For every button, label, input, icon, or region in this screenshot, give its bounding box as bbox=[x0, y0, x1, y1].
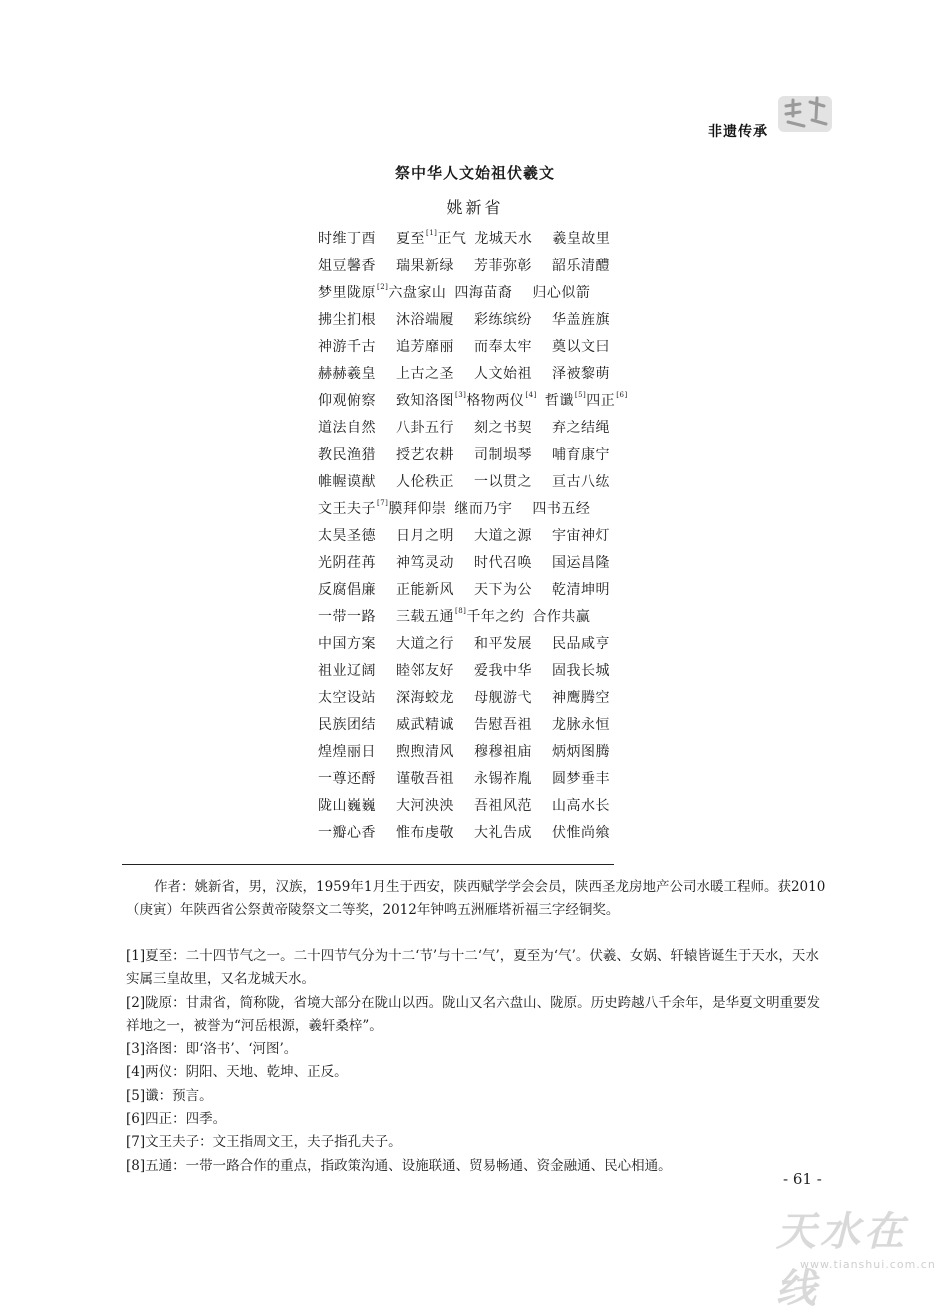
page-number: - 61 - bbox=[783, 1170, 822, 1188]
phrase-text: 固我长城 bbox=[552, 663, 610, 679]
phrase-text: 民族团结 bbox=[318, 717, 376, 733]
poem-line bbox=[318, 712, 636, 739]
poem-phrase bbox=[474, 685, 552, 712]
phrase-text: 芳菲弥彰 bbox=[474, 258, 532, 274]
phrase-text: 三载五通 bbox=[396, 609, 454, 625]
poem-phrase bbox=[318, 685, 396, 712]
footnote-item: [2]陇原：甘肃省，简称陇，省境大部分在陇山以西。陇山又名六盘山、陇原。历史跨越八千余年，是华夏文明重要发祥地之一，被誉为“河岳根源，羲轩桑梓”。 bbox=[126, 994, 821, 1034]
phrase-text: 山高水长 bbox=[552, 798, 610, 814]
phrase-text: 一以贯之 bbox=[474, 474, 532, 490]
article-author: 姚新省 bbox=[446, 198, 504, 217]
poem-phrase bbox=[552, 550, 610, 577]
poem-phrase bbox=[474, 226, 552, 253]
phrase-text: 教民渔猎 bbox=[318, 447, 376, 463]
phrase-text-continued: 六盘家山 bbox=[388, 285, 447, 301]
phrase-text: 炳炳图腾 bbox=[552, 744, 610, 760]
poem-phrase bbox=[396, 307, 474, 334]
poem-line bbox=[318, 226, 636, 253]
phrase-text: 帷幄谟猷 bbox=[318, 474, 376, 490]
phrase-text-continued: 四正 bbox=[586, 393, 616, 409]
phrase-text: 奠以文曰 bbox=[552, 339, 610, 355]
poem-phrase bbox=[318, 226, 396, 253]
poem-line bbox=[318, 685, 636, 712]
footnote-divider bbox=[122, 864, 614, 865]
phrase-text: 龙城天水 bbox=[474, 231, 533, 247]
poem-line bbox=[318, 388, 636, 415]
tianshui-wenbo-seal-logo bbox=[776, 92, 836, 136]
phrase-text: 大道之源 bbox=[474, 528, 532, 544]
phrase-text: 和平发展 bbox=[474, 636, 532, 652]
phrase-text: 拂尘扪根 bbox=[318, 312, 376, 328]
footnote-ref: [3] bbox=[455, 391, 467, 399]
poem-phrase bbox=[318, 469, 396, 496]
poem-phrase bbox=[396, 577, 474, 604]
phrase-text: 俎豆馨香 bbox=[318, 258, 376, 274]
poem-phrase bbox=[396, 604, 524, 631]
phrase-text: 告慰吾祖 bbox=[474, 717, 532, 733]
phrase-text: 四书五经 bbox=[532, 501, 591, 517]
poem-phrase bbox=[474, 334, 552, 361]
phrase-text: 四海苗裔 bbox=[454, 285, 513, 301]
poem-phrase bbox=[318, 415, 396, 442]
poem-line bbox=[318, 604, 636, 631]
poem-phrase bbox=[318, 334, 396, 361]
poem-phrase bbox=[396, 334, 474, 361]
poem-phrase bbox=[552, 307, 610, 334]
phrase-text: 反腐倡廉 bbox=[318, 582, 376, 598]
phrase-text: 宇宙神灯 bbox=[552, 528, 610, 544]
poem-line bbox=[318, 766, 636, 793]
poem-line bbox=[318, 577, 636, 604]
phrase-text: 亘古八纮 bbox=[552, 474, 610, 490]
phrase-text: 龙脉永恒 bbox=[552, 717, 610, 733]
phrase-text: 沐浴端履 bbox=[396, 312, 454, 328]
phrase-text: 合作共赢 bbox=[532, 609, 591, 625]
phrase-text: 彩练缤纷 bbox=[474, 312, 532, 328]
poem-phrase bbox=[396, 739, 474, 766]
poem-phrase bbox=[552, 712, 610, 739]
phrase-text: 赫赫羲皇 bbox=[318, 366, 376, 382]
poem-phrase bbox=[474, 469, 552, 496]
phrase-text: 一带一路 bbox=[318, 609, 376, 625]
watermark-text: 天水在线 bbox=[776, 1208, 908, 1312]
phrase-text-continued: 正气 bbox=[437, 231, 467, 247]
phrase-text: 继而乃宇 bbox=[454, 501, 513, 517]
poem-phrase bbox=[474, 415, 552, 442]
poem-phrase bbox=[396, 658, 474, 685]
phrase-text: 羲皇故里 bbox=[552, 231, 611, 247]
footnote-ref: [1] bbox=[426, 229, 438, 237]
poem-phrase bbox=[396, 820, 474, 847]
phrase-text: 哲谶 bbox=[544, 393, 574, 409]
poem-line bbox=[318, 793, 636, 820]
footnote-item: [1]夏至：二十四节气之一。二十四节气分为十二‘节’与十二‘气’，夏至为‘气’。伏羲、女娲、轩辕皆诞生于天水，天水实属三皇故里，又名龙城天水。 bbox=[126, 948, 819, 988]
poem-phrase bbox=[318, 577, 396, 604]
poem-phrase bbox=[552, 766, 610, 793]
footnote-ref: [7] bbox=[377, 499, 389, 507]
phrase-text: 大礼告成 bbox=[474, 825, 532, 841]
phrase-text: 道法自然 bbox=[318, 420, 376, 436]
footnotes-list bbox=[126, 945, 831, 1178]
poem-phrase bbox=[474, 739, 552, 766]
poem-phrase bbox=[545, 388, 628, 415]
phrase-text: 一尊还酹 bbox=[318, 771, 376, 787]
poem-phrase bbox=[552, 577, 610, 604]
phrase-text: 追芳靡丽 bbox=[396, 339, 454, 355]
poem-line bbox=[318, 415, 636, 442]
phrase-text: 神游千古 bbox=[318, 339, 376, 355]
poem-phrase bbox=[474, 793, 552, 820]
phrase-text: 归心似箭 bbox=[532, 285, 591, 301]
poem-phrase bbox=[454, 496, 532, 523]
poem-phrase bbox=[318, 253, 396, 280]
poem-line bbox=[318, 658, 636, 685]
poem-phrase bbox=[552, 739, 610, 766]
poem-phrase bbox=[552, 820, 610, 847]
phrase-text: 太昊圣德 bbox=[318, 528, 376, 544]
footnote-item: [7]文王夫子：文王指周文王，夫子指孔夫子。 bbox=[126, 1134, 402, 1151]
phrase-text: 授艺农耕 bbox=[396, 447, 454, 463]
phrase-text: 大道之行 bbox=[396, 636, 454, 652]
phrase-text: 圆梦垂丰 bbox=[552, 771, 610, 787]
poem-phrase bbox=[552, 442, 610, 469]
poem-phrase bbox=[318, 388, 396, 415]
footnote-ref: [4] bbox=[525, 391, 537, 399]
phrase-text: 时维丁酉 bbox=[318, 231, 376, 247]
poem-line bbox=[318, 631, 636, 658]
poem-line bbox=[318, 253, 636, 280]
phrase-text-continued: 膜拜仰崇 bbox=[388, 501, 447, 517]
phrase-text: 司制埙琴 bbox=[474, 447, 532, 463]
poem-phrase bbox=[396, 442, 474, 469]
footnote-ref: [5] bbox=[574, 391, 587, 399]
phrase-text-continued: 格物两仪 bbox=[466, 393, 525, 409]
author-bio: 作者：姚新省，男，汉族，1959年1月生于西安，陕西赋学学会会员，陕西圣龙房地产公司水暖工程师。获2010（庚寅）年陕西省公祭黄帝陵祭文二等奖，2012年钟鸣五洲雁塔祈福三字经铜奖。 bbox=[126, 879, 826, 918]
poem-phrase bbox=[474, 820, 552, 847]
footnote-item: [8]五通：一带一路合作的重点，指政策沟通、设施联通、贸易畅通、资金融通、民心相通。 bbox=[126, 1157, 672, 1174]
poem-line bbox=[318, 361, 636, 388]
footnote-ref: [8] bbox=[455, 607, 467, 615]
poem-phrase bbox=[396, 523, 474, 550]
phrase-text: 哺育康宁 bbox=[552, 447, 610, 463]
phrase-text: 致知洛图 bbox=[396, 393, 454, 409]
phrase-text: 威武精诚 bbox=[396, 717, 454, 733]
poem-line bbox=[318, 442, 636, 469]
poem-phrase bbox=[532, 280, 590, 307]
poem-body bbox=[318, 226, 636, 847]
phrase-text: 谨敬吾祖 bbox=[396, 771, 454, 787]
poem-line bbox=[318, 523, 636, 550]
poem-phrase bbox=[318, 307, 396, 334]
phrase-text: 一瓣心香 bbox=[318, 825, 376, 841]
poem-phrase bbox=[552, 253, 610, 280]
poem-phrase bbox=[318, 523, 396, 550]
poem-phrase bbox=[454, 280, 532, 307]
phrase-text: 正能新风 bbox=[396, 582, 454, 598]
poem-phrase bbox=[552, 334, 610, 361]
phrase-text: 仰观俯察 bbox=[318, 393, 376, 409]
poem-line bbox=[318, 496, 636, 523]
poem-phrase bbox=[474, 550, 552, 577]
poem-phrase bbox=[318, 739, 396, 766]
phrase-text: 神鹰腾空 bbox=[552, 690, 610, 706]
poem-phrase bbox=[474, 523, 552, 550]
poem-phrase bbox=[396, 388, 537, 415]
phrase-text: 夏至 bbox=[396, 231, 425, 247]
phrase-text: 睦邻友好 bbox=[396, 663, 454, 679]
phrase-text: 八卦五行 bbox=[396, 420, 454, 436]
phrase-text: 人文始祖 bbox=[474, 366, 532, 382]
phrase-text: 爱我中华 bbox=[474, 663, 532, 679]
phrase-text: 而奉太牢 bbox=[474, 339, 532, 355]
footnote-item: [3]洛图：即‘洛书’、‘河图’。 bbox=[126, 1041, 298, 1058]
poem-line bbox=[318, 280, 636, 307]
phrase-text: 太空设站 bbox=[318, 690, 376, 706]
phrase-text: 瑞果新绿 bbox=[396, 258, 454, 274]
phrase-text: 陇山巍巍 bbox=[318, 798, 376, 814]
phrase-text: 韶乐清醴 bbox=[552, 258, 610, 274]
poem-phrase bbox=[474, 712, 552, 739]
poem-phrase bbox=[396, 550, 474, 577]
phrase-text: 神笃灵动 bbox=[396, 555, 454, 571]
footnote-item: [4]两仪：阴阳、天地、乾坤、正反。 bbox=[126, 1064, 348, 1081]
phrase-text: 华盖旌旗 bbox=[552, 312, 610, 328]
phrase-text: 祖业辽阔 bbox=[318, 663, 376, 679]
poem-phrase bbox=[474, 253, 552, 280]
poem-phrase bbox=[396, 361, 474, 388]
poem-phrase bbox=[318, 442, 396, 469]
phrase-text: 光阴荏苒 bbox=[318, 555, 376, 571]
phrase-text: 天下为公 bbox=[474, 582, 532, 598]
phrase-text: 深海蛟龙 bbox=[396, 690, 454, 706]
phrase-text: 时代召唤 bbox=[474, 555, 532, 571]
phrase-text: 煌煌丽日 bbox=[318, 744, 376, 760]
poem-line bbox=[318, 469, 636, 496]
phrase-text: 穆穆祖庙 bbox=[474, 744, 532, 760]
poem-phrase bbox=[318, 658, 396, 685]
section-label: 非遗传承 bbox=[708, 124, 768, 140]
poem-phrase bbox=[552, 415, 610, 442]
phrase-text: 伏惟尚飨 bbox=[552, 825, 610, 841]
phrase-text: 泽被黎萌 bbox=[552, 366, 610, 382]
poem-phrase bbox=[396, 793, 474, 820]
poem-phrase bbox=[474, 361, 552, 388]
poem-line bbox=[318, 307, 636, 334]
poem-phrase bbox=[396, 685, 474, 712]
poem-phrase bbox=[552, 631, 610, 658]
poem-line bbox=[318, 739, 636, 766]
article-title: 祭中华人文始祖伏羲文 bbox=[394, 164, 555, 182]
phrase-text: 日月之明 bbox=[396, 528, 454, 544]
footnote-ref: [2] bbox=[377, 283, 389, 291]
poem-line bbox=[318, 820, 636, 847]
poem-phrase bbox=[318, 361, 396, 388]
poem-phrase bbox=[318, 820, 396, 847]
poem-phrase bbox=[532, 604, 590, 631]
phrase-text: 大河泱泱 bbox=[396, 798, 454, 814]
poem-phrase bbox=[396, 226, 466, 253]
poem-phrase bbox=[318, 766, 396, 793]
footnote-item: [5]谶：预言。 bbox=[126, 1087, 213, 1104]
poem-phrase bbox=[396, 415, 474, 442]
poem-phrase bbox=[552, 523, 610, 550]
poem-phrase bbox=[474, 307, 552, 334]
poem-phrase bbox=[474, 442, 552, 469]
phrase-text: 煦煦清风 bbox=[396, 744, 454, 760]
poem-phrase bbox=[552, 658, 610, 685]
poem-phrase bbox=[318, 550, 396, 577]
poem-phrase bbox=[474, 766, 552, 793]
poem-phrase bbox=[396, 712, 474, 739]
phrase-text: 乾清坤明 bbox=[552, 582, 610, 598]
poem-phrase bbox=[552, 685, 610, 712]
poem-phrase bbox=[318, 712, 396, 739]
phrase-text: 梦里陇原 bbox=[318, 285, 376, 301]
poem-phrase bbox=[474, 658, 552, 685]
poem-phrase bbox=[318, 793, 396, 820]
poem-phrase bbox=[532, 496, 590, 523]
poem-phrase bbox=[318, 604, 396, 631]
poem-line bbox=[318, 334, 636, 361]
footnote-item: [6]四正：四季。 bbox=[126, 1111, 227, 1128]
poem-phrase bbox=[396, 766, 474, 793]
phrase-text: 民品咸亨 bbox=[552, 636, 610, 652]
poem-phrase bbox=[396, 631, 474, 658]
poem-phrase bbox=[396, 253, 474, 280]
poem-phrase bbox=[552, 469, 610, 496]
footnote-ref: [6] bbox=[616, 391, 628, 399]
poem-phrase bbox=[396, 469, 474, 496]
phrase-text: 国运昌隆 bbox=[552, 555, 610, 571]
poem-phrase bbox=[318, 280, 446, 307]
phrase-text: 吾祖风范 bbox=[474, 798, 532, 814]
poem-phrase bbox=[318, 496, 446, 523]
poem-phrase bbox=[552, 361, 610, 388]
phrase-text: 惟布虔敬 bbox=[396, 825, 454, 841]
phrase-text: 母舰游弋 bbox=[474, 690, 532, 706]
poem-phrase bbox=[552, 793, 610, 820]
phrase-text: 人伦秩正 bbox=[396, 474, 454, 490]
watermark-url: www.tianshui.com.cn bbox=[800, 1258, 936, 1271]
poem-phrase bbox=[474, 577, 552, 604]
phrase-text: 文王夫子 bbox=[318, 501, 376, 517]
poem-line bbox=[318, 550, 636, 577]
poem-phrase bbox=[552, 226, 610, 253]
phrase-text: 中国方案 bbox=[318, 636, 376, 652]
poem-phrase bbox=[474, 631, 552, 658]
phrase-text: 刻之书契 bbox=[474, 420, 532, 436]
phrase-text-continued: 千年之约 bbox=[466, 609, 525, 625]
phrase-text: 永锡祚胤 bbox=[474, 771, 532, 787]
phrase-text: 上古之圣 bbox=[396, 366, 454, 382]
poem-phrase bbox=[318, 631, 396, 658]
phrase-text: 弃之结绳 bbox=[552, 420, 610, 436]
